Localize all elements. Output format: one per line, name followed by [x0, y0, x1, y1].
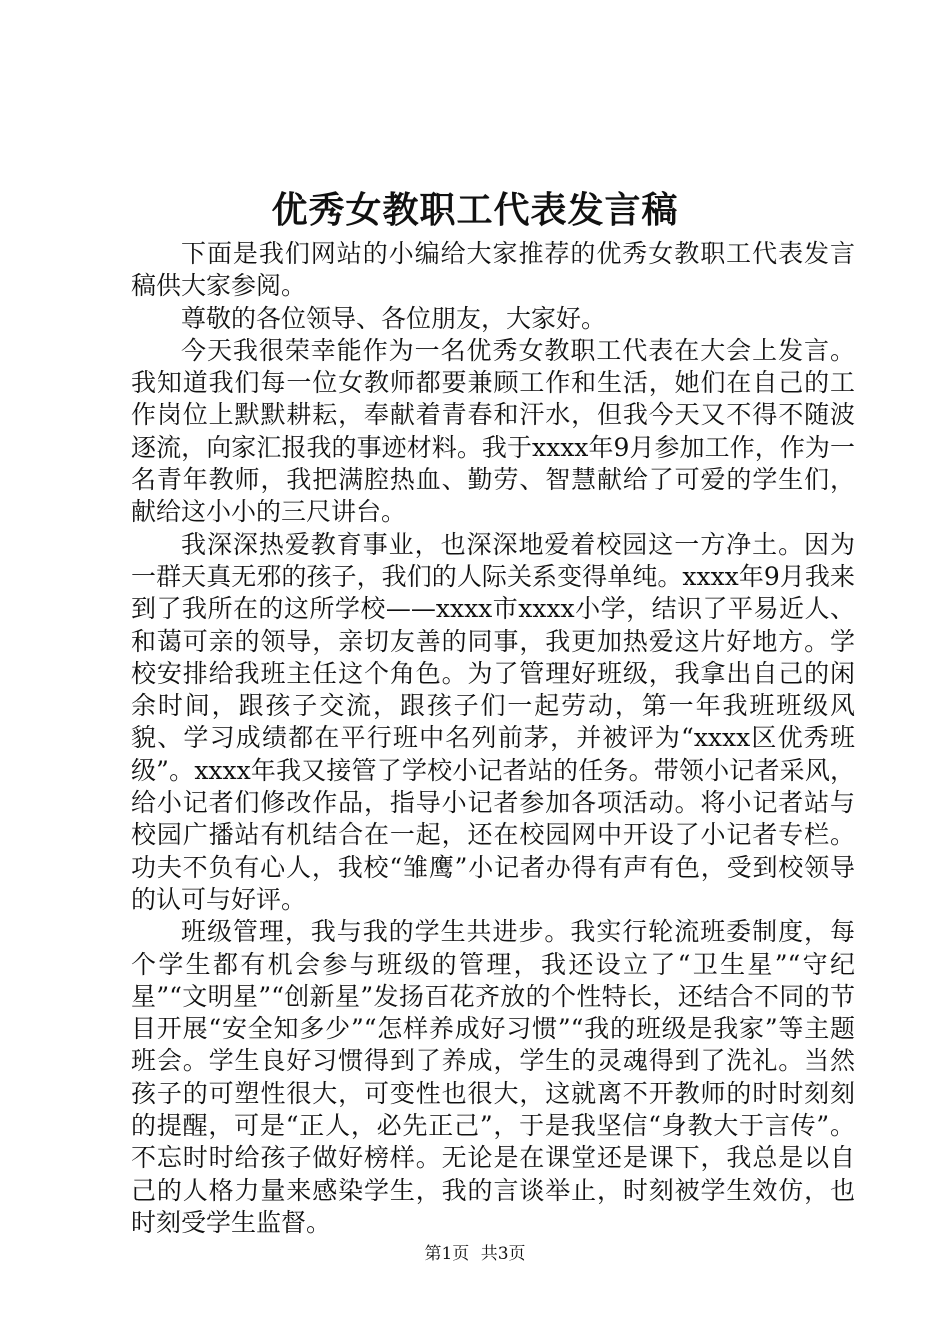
page-number: 第1页	[424, 1244, 470, 1264]
page-total: 共3页	[480, 1244, 526, 1264]
page-title: 优秀女教职工代表发言稿	[271, 189, 679, 231]
paragraph-introduction: 今天我很荣幸能作为一名优秀女教职工代表在大会上发言。我知道我们每一位女教师都要兼顾工作和生活，她们在自己的工作岗位上默默耕耘，奉献着青春和汗水，但我今天又不得不随波逐流，向家汇报我的事迹材料。我于xxxx年9月参加工作，作为一名青年教师，我把满腔热血、勤劳、智慧献给了可爱的学生们，献给这小小的三尺讲台。	[131, 335, 855, 527]
paragraph-class-management: 班级管理，我与我的学生共进步。我实行轮流班委制度，每个学生都有机会参与班级的管理，我还设立了“卫生星”“守纪星”“文明星”“创新星”发扬百花齐放的个性特长，还结合不同的节目开展“安全知多少”“怎样养成好习惯”“我的班级是我家”等主题班会。学生良好习惯得到了养成，学生的灵魂得到了洗礼。当然孩子的可塑性很大，可变性也很大，这就离不开教师的时时刻刻的提醒，可是“正人，必先正己”，于是我坚信“身教大于言传”。不忘时时给孩子做好榜样。无论是在课堂还是课下，我总是以自己的人格力量来感染学生，我的言谈举止，时刻被学生效仿，也时刻受学生监督。	[131, 917, 855, 1237]
paragraph-intro: 下面是我们网站的小编给大家推荐的优秀女教职工代表发言稿供大家参阅。	[131, 239, 855, 301]
document-body	[131, 238, 855, 1239]
paragraph-school-work: 我深深热爱教育事业，也深深地爱着校园这一方净土。因为一群天真无邪的孩子，我们的人际关系变得单纯。xxxx年9月我来到了我所在的这所学校——xxxx市xxxx小学，结识了平易近人、和蔼可亲的领导，亲切友善的同事，我更加热爱这片好地方。学校安排给我班主任这个角色。为了管理好班级，我拿出自己的闲余时间，跟孩子交流，跟孩子们一起劳动，第一年我班班级风貌、学习成绩都在平行班中名列前茅，并被评为“xxxx区优秀班级”。xxxx年我又接管了学校小记者站的任务。带领小记者采风，给小记者们修改作品，指导小记者参加各项活动。将小记者站与校园广播站有机结合在一起，还在校园网中开设了小记者专栏。功夫不负有心人，我校“雏鹰”小记者办得有声有色，受到校领导的认可与好评。	[131, 529, 855, 914]
page-footer	[0, 1242, 950, 1266]
paragraph-greeting: 尊敬的各位领导、各位朋友，大家好。	[181, 303, 607, 333]
